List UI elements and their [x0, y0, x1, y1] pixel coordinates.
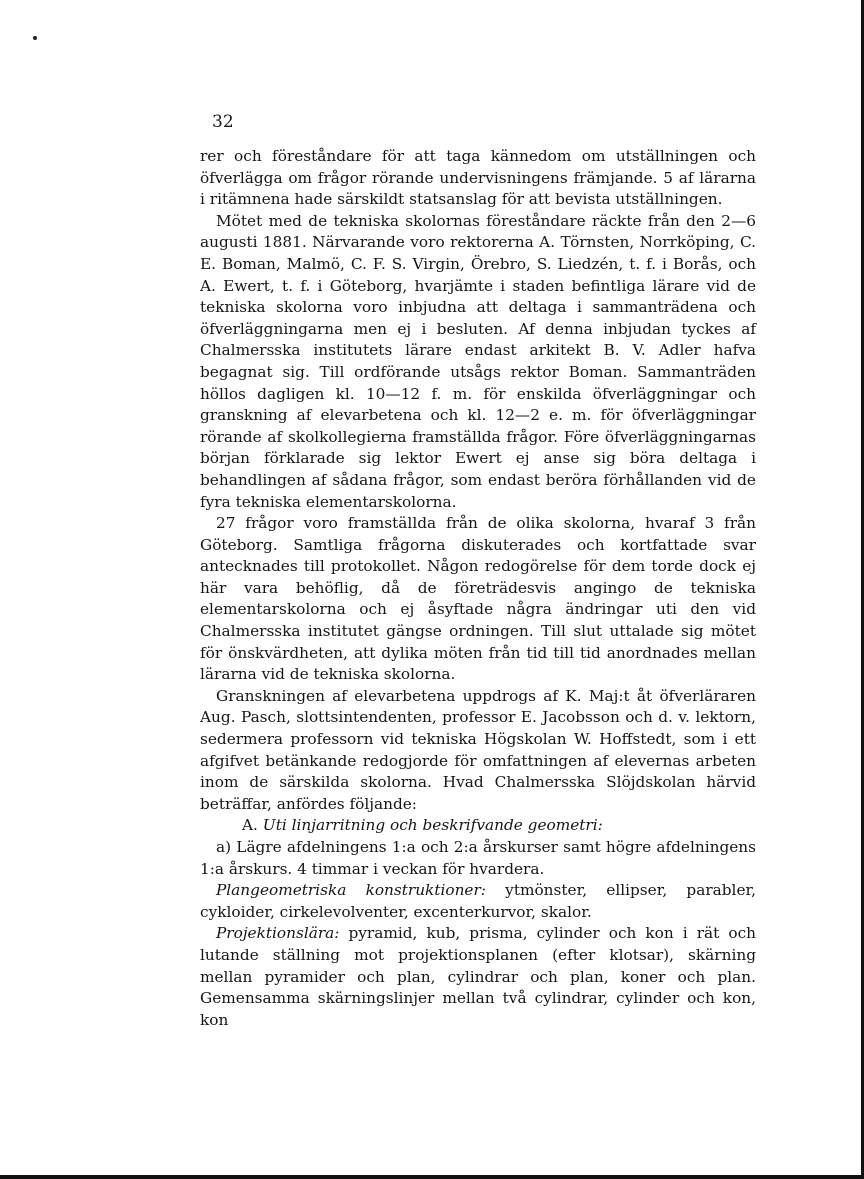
paragraph-text: ytmönster, ellipser, parabler, cykloider, cirkelevolventer, excenterkurvor, skalor.	[200, 881, 756, 921]
paragraph-text: Granskningen af elevarbetena uppdrogs af K. Maj:t åt öfverläraren Aug. Pasch, slottsintendenten, professor E. Jacobsson och d. v. lektorn, sedermera professorn vid tekniska Högskolan W. Hoffstedt, som i ett afgifvet betänkande redogjorde för omfattningen af elevernas arbeten inom de särskilda skolorna. Hvad Chalmersska Slöjdskolan härvid beträffar, anfördes följande:	[200, 686, 756, 813]
scan-speck	[33, 36, 37, 40]
body-text	[200, 146, 756, 1031]
section-heading-a	[200, 815, 756, 837]
paragraph-meeting	[200, 211, 756, 513]
paragraph-text: Mötet med de tekniska skolornas föreståndare räckte från den 2—6 augusti 1881. Närvarande voro rektorerna A. Törnsten, Norrköping, C. E. Boman, Malmö, C. F. S. Virgin, Örebro, S. Liedzén, t. f. i Borås, och A. Ewert, t. f. i Göteborg, hvarjämte i staden befintliga lärare vid de tekniska skolorna voro inbjudna att deltaga i sammanträdena och öfverläggningarna men ej i besluten. Af denna inbjudan tyckes af Chalmersska institutets lärare endast arkitekt B. V. Adler hafva begagnat sig. Till ordförande utsågs rektor Boman. Sammanträden höllos dagligen kl. 10—12 f. m. för enskilda öfverläggningar och granskning af elevarbetena och kl. 12—2 e. m. för öfverläggningar rörande af skolkollegierna framställda frågor. Före öfverläggningarnas början förklarade sig lektor Ewert ej anse sig böra deltaga i behandlingen af sådana frågor, som endast beröra förhållanden vid de fyra tekniska elementarskolorna.	[200, 211, 756, 511]
paragraph-continuation	[200, 146, 756, 211]
scan-edge-bottom	[0, 1175, 864, 1179]
paragraph-courses	[200, 837, 756, 880]
paragraph-text: rer och föreståndare för att taga kännedom om utställningen och öfverlägga om frågor rörande undervisningens främjande. 5 af lärarna i ritämnena hade särskildt statsanslag för att bevista utställningen.	[200, 147, 756, 209]
topic-heading: Plangeometriska konstruktioner:	[216, 881, 486, 900]
paragraph-text: pyramid, kub, prisma, cylinder och kon i rät och lutande ställning mot projektionsplanen (efter klotsar), skärning mellan pyramider och plan, cylindrar och plan, koner och plan. Gemensamma skärningslinjer mellan två cylindrar, cylinder och kon, kon	[200, 924, 756, 1029]
paragraph-text: 27 frågor voro framställda från de olika skolorna, hvaraf 3 från Göteborg. Samtliga frågorna diskuterades och kortfattade svar antecknades till protokollet. Någon redogörelse för dem torde dock ej här vara behöflig, då de företrädesvis angingo de tekniska elementarskolorna och ej åsyftade några ändringar uti den vid Chalmersska institutet gängse ordningen. Till slut uttalade sig mötet för önskvärdheten, att dylika möten från tid till tid anordnades mellan lärarna vid de tekniska skolorna.	[200, 514, 756, 684]
topic-heading: Projektionslära:	[216, 924, 340, 943]
section-title: Uti linjarritning och beskrifvande geometri:	[262, 816, 603, 835]
page-number: 32	[212, 112, 234, 132]
paragraph-review	[200, 686, 756, 816]
section-label: A.	[242, 816, 258, 835]
paragraph-plane-geometry	[200, 880, 756, 923]
paragraph-projection	[200, 923, 756, 1031]
paragraph-questions	[200, 513, 756, 686]
paragraph-text: a) Lägre afdelningens 1:a och 2:a årskurser samt högre afdelningens 1:a årskurs. 4 timmar i veckan för hvardera.	[200, 838, 756, 878]
